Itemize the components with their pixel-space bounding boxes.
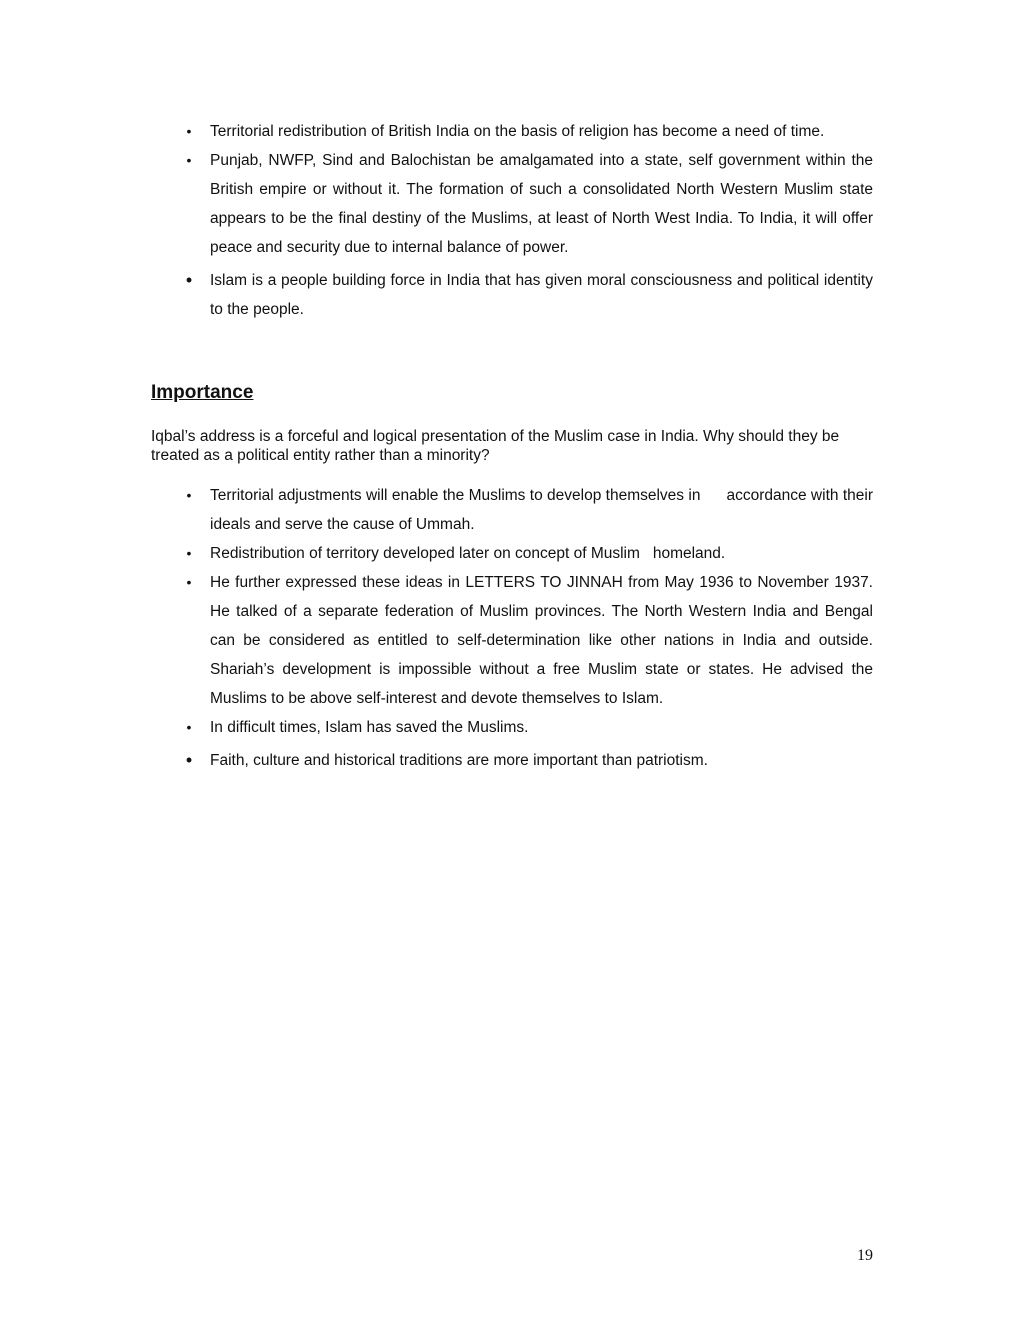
list-item-text: In difficult times, Islam has saved the Muslims. [210,719,529,736]
list-item [151,746,873,775]
bullet-icon: • [185,750,193,770]
list-item [151,481,878,539]
bullet-icon: • [186,574,192,590]
bullet-icon: • [186,487,192,503]
bullet-icon: • [186,545,192,561]
bullet-list-top [151,117,873,324]
list-item-text: Territorial adjustments will enable the Muslims to develop themselves in accordance with their ideals and serve the cause of Ummah. [210,487,878,533]
list-item [151,117,873,146]
list-item-text: Faith, culture and historical traditions are more important than patriotism. [210,752,708,769]
list-item [151,539,873,568]
list-item [151,146,873,262]
list-item-text: Territorial redistribution of British India on the basis of religion has become a need of time. [210,123,825,140]
list-item-text: He further expressed these ideas in LETTERS TO JINNAH from May 1936 to November 1937. He talked of a separate federation of Muslim provinces. The North Western India and Bengal can be considered as entitled to self-determination like other nations in India and outside. Shariah’s development is impossible without a free Muslim state or states. He advised the Muslims to be above self-interest and devote themselves to Islam. [210,574,873,707]
list-item [151,568,873,713]
list-item-text: Islam is a people building force in India that has given moral consciousness and political identity to the people. [210,272,873,318]
list-item-text: Redistribution of territory developed later on concept of Muslim homeland. [210,545,726,562]
intro-paragraph: Iqbal’s address is a forceful and logical presentation of the Muslim case in India. Why should they be treated as a political entity rather than a minority? [151,428,840,464]
list-item [151,713,873,742]
list-item-text: Punjab, NWFP, Sind and Balochistan be amalgamated into a state, self government within the British empire or without it. The formation of such a consolidated North Western Muslim state appears to be the final destiny of the Muslims, at least of North West India. To India, it will offer peace and security due to internal balance of power. [210,152,873,256]
section-heading: Importance [151,382,254,403]
page-number: 19 [857,1247,873,1264]
bullet-icon: • [186,719,192,735]
list-item [151,266,873,324]
bullet-list-importance [151,481,878,775]
bullet-icon: • [185,270,193,290]
bullet-icon: • [186,123,192,139]
bullet-icon: • [186,152,192,168]
